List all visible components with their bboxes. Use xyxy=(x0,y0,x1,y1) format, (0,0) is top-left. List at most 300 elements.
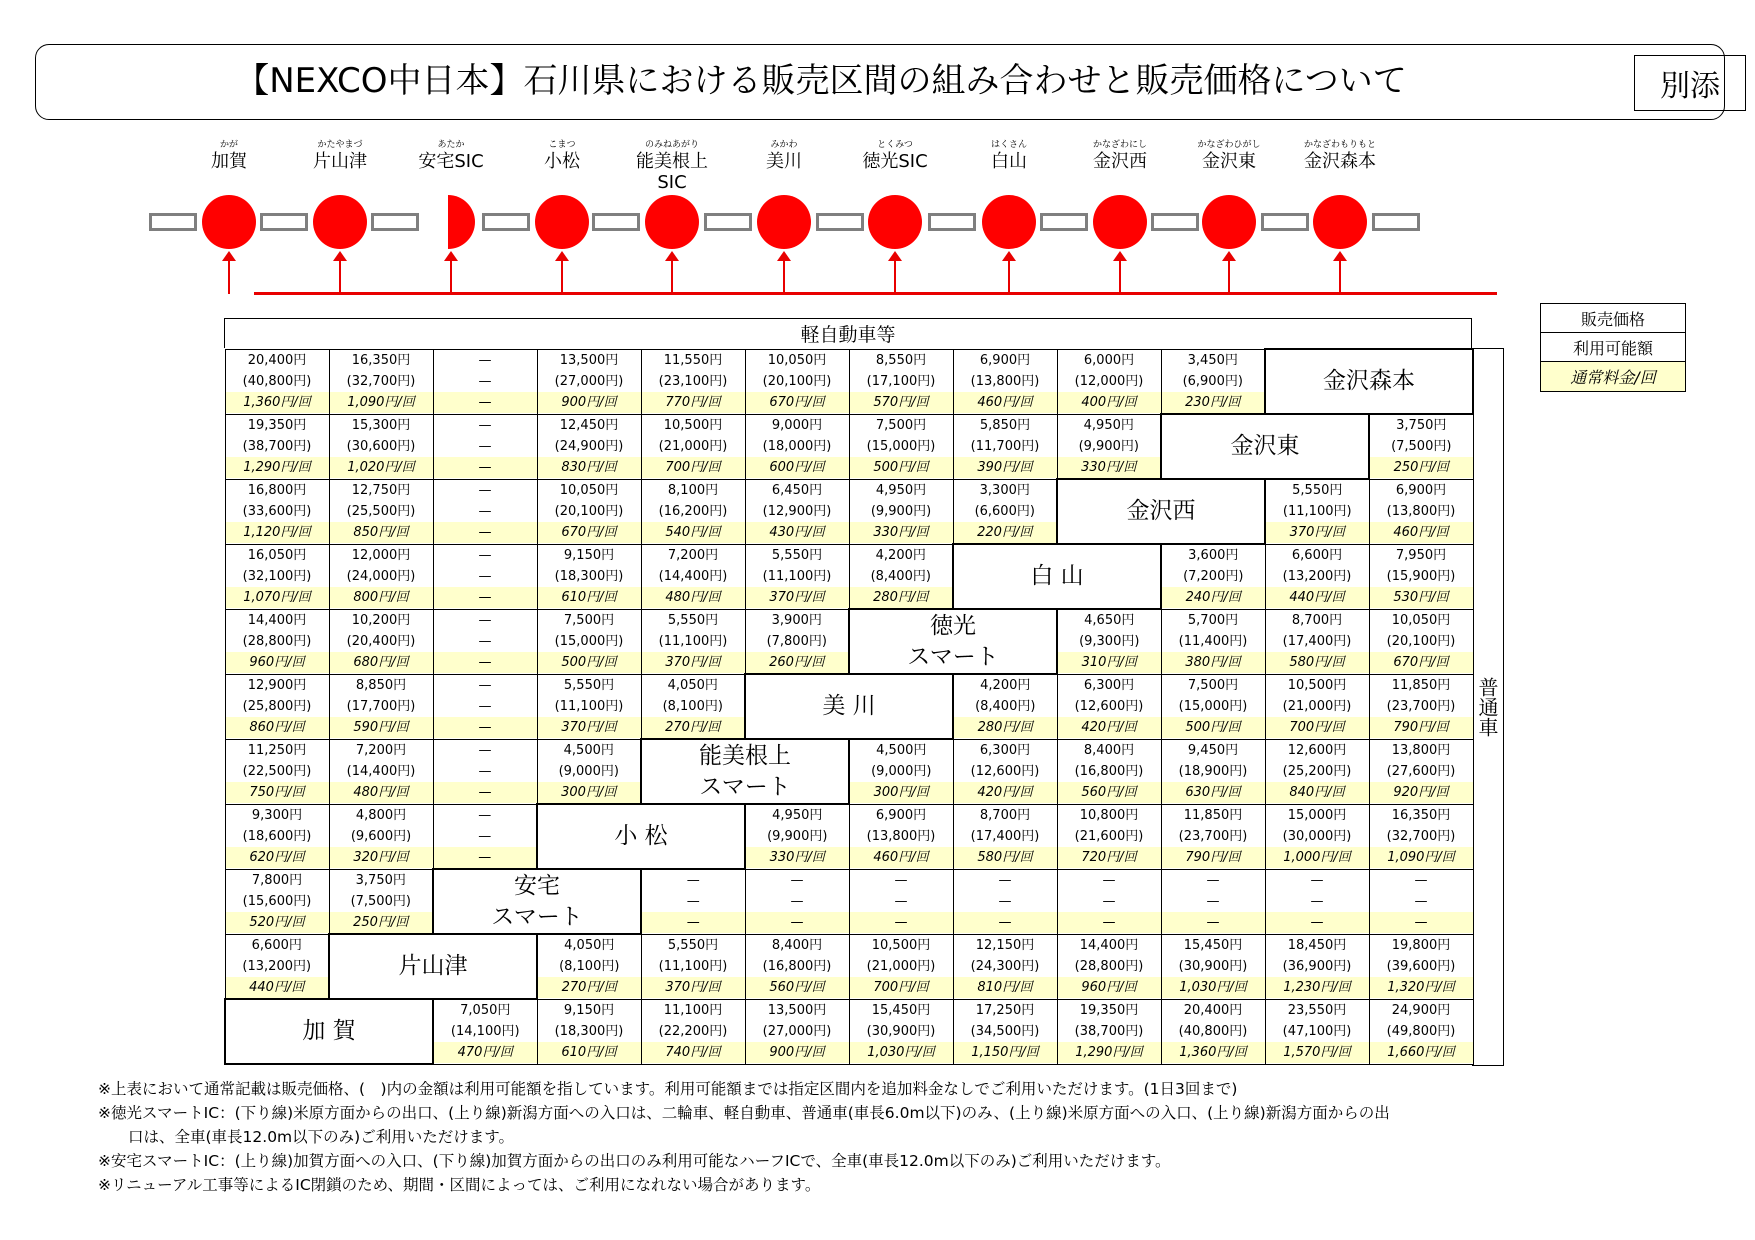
usable-amount: — xyxy=(478,633,492,649)
sale-price: 9,300円 xyxy=(251,807,303,823)
usable-amount: (7,500円) xyxy=(1391,439,1452,454)
price-values xyxy=(1266,805,1369,869)
price-values xyxy=(330,350,433,414)
sale-price: — xyxy=(478,482,492,498)
sale-price: 10,800円 xyxy=(1079,807,1139,823)
usable-amount: (20,100円) xyxy=(762,373,832,389)
regular-toll: — xyxy=(1058,912,1161,933)
sale-price: 19,350円 xyxy=(1079,1002,1139,1018)
entry-arrow-icon xyxy=(1339,254,1341,294)
usable-amount: (24,900円) xyxy=(554,438,624,454)
station-furigana: とくみつ xyxy=(877,140,913,150)
price-cell xyxy=(1161,544,1265,609)
regular-toll: 1,360円/回 xyxy=(1162,1042,1265,1063)
price-values xyxy=(1162,1000,1265,1064)
regular-toll: 280円/回 xyxy=(850,587,953,608)
regular-toll: 680円/回 xyxy=(330,652,433,673)
sale-price: 19,350円 xyxy=(247,417,307,433)
regular-toll: — xyxy=(434,392,537,413)
price-cell xyxy=(329,414,433,479)
road-segment xyxy=(260,213,308,231)
usable-amount: (15,900円) xyxy=(1386,568,1456,584)
price-cell xyxy=(329,479,433,544)
road-segment xyxy=(816,213,864,231)
regular-toll: 810円/回 xyxy=(954,977,1057,998)
usable-amount: (25,800円) xyxy=(242,698,312,714)
usable-amount: (11,100円) xyxy=(658,633,728,649)
usable-amount: (14,400円) xyxy=(346,763,416,779)
sale-price: 18,450円 xyxy=(1287,937,1347,953)
regular-toll: — xyxy=(642,912,745,933)
price-cell xyxy=(641,674,745,739)
sale-price: 12,600円 xyxy=(1287,742,1347,758)
price-values xyxy=(1162,545,1265,609)
regular-toll: 460円/回 xyxy=(850,847,953,868)
sale-price: 8,400円 xyxy=(1083,742,1135,758)
price-values xyxy=(954,675,1057,739)
interchange-node xyxy=(448,195,475,249)
regular-toll: 1,660円/回 xyxy=(1370,1042,1473,1063)
interchange-label: 徳光 スマート xyxy=(849,609,1057,674)
interchange-node xyxy=(1202,195,1256,249)
interchange-node xyxy=(1093,195,1147,249)
regular-toll: 700円/回 xyxy=(850,977,953,998)
station-furigana: かなざわひがし xyxy=(1197,140,1261,150)
price-cell xyxy=(1369,479,1473,544)
price-cell xyxy=(1057,934,1161,999)
sale-price: 9,000円 xyxy=(771,417,823,433)
price-values xyxy=(538,350,641,414)
price-values xyxy=(330,740,433,804)
price-cell xyxy=(1265,934,1369,999)
usable-amount: (28,800円) xyxy=(1074,958,1144,974)
price-values xyxy=(1162,350,1265,414)
usable-amount: — xyxy=(894,893,908,909)
price-cell xyxy=(641,999,745,1064)
usable-amount: (13,800円) xyxy=(1386,503,1456,519)
price-cell xyxy=(953,414,1057,479)
price-values xyxy=(954,870,1057,934)
price-cell xyxy=(329,804,433,869)
legend-usable-amount: 利用可能額 xyxy=(1541,333,1685,362)
regular-toll: 540円/回 xyxy=(642,522,745,543)
station-9 xyxy=(1169,140,1289,172)
regular-toll: 830円/回 xyxy=(538,457,641,478)
price-cell xyxy=(433,674,537,739)
usable-amount: (17,100円) xyxy=(866,373,936,389)
sale-price: 4,500円 xyxy=(563,742,614,758)
price-values xyxy=(642,870,745,934)
usable-amount: (8,400円) xyxy=(870,568,931,584)
price-cell xyxy=(537,609,641,674)
price-cell xyxy=(641,609,745,674)
regular-toll: 1,020円/回 xyxy=(330,457,433,478)
interchange-label: 能美根上 スマート xyxy=(641,739,849,804)
table-row xyxy=(225,544,1473,609)
sale-price: — xyxy=(1414,872,1428,888)
interchange-node xyxy=(868,195,922,249)
attachment-badge: 別添 xyxy=(1634,55,1746,111)
sale-price: 3,750円 xyxy=(1396,418,1447,433)
sale-price: — xyxy=(1206,872,1220,888)
sale-price: 10,050円 xyxy=(1391,612,1451,628)
regular-toll: 670円/回 xyxy=(746,392,849,413)
regular-toll: 460円/回 xyxy=(954,392,1057,413)
usable-amount: (15,000円) xyxy=(554,633,624,649)
price-cell xyxy=(329,609,433,674)
station-name: 片山津 xyxy=(313,151,367,172)
sale-price: 4,200円 xyxy=(980,678,1031,693)
price-values xyxy=(1266,545,1369,609)
price-values xyxy=(1162,870,1265,934)
regular-toll: 230円/回 xyxy=(1162,392,1265,413)
regular-toll: 420円/回 xyxy=(1058,717,1161,738)
price-cell xyxy=(1161,739,1265,804)
price-cell xyxy=(1369,934,1473,999)
price-cell xyxy=(1161,934,1265,999)
regular-toll: 460円/回 xyxy=(1370,522,1473,543)
price-values xyxy=(434,675,537,739)
price-cell xyxy=(433,999,537,1064)
price-values xyxy=(746,415,849,479)
regular-toll: 900円/回 xyxy=(538,392,641,413)
price-cell xyxy=(537,674,641,739)
station-furigana: かたやまづ xyxy=(317,140,363,150)
regular-toll: 1,090円/回 xyxy=(330,392,433,413)
sale-price: 10,500円 xyxy=(1287,677,1347,693)
sale-price: 15,450円 xyxy=(1183,937,1243,953)
price-values xyxy=(1058,740,1161,804)
sale-price: 6,300円 xyxy=(1083,677,1135,693)
sale-price: 7,050円 xyxy=(460,1003,511,1018)
entry-arrow-icon xyxy=(228,254,230,294)
usable-amount: (34,500円) xyxy=(970,1023,1040,1039)
price-values xyxy=(1058,415,1161,479)
price-values xyxy=(1058,350,1161,414)
station-furigana: かなざわもりもと xyxy=(1303,140,1376,150)
sale-price: 4,950円 xyxy=(1083,417,1134,433)
price-cell xyxy=(953,869,1057,934)
legend xyxy=(1540,303,1686,392)
price-values xyxy=(434,415,537,479)
price-cell xyxy=(641,869,745,934)
regular-toll: 370円/回 xyxy=(746,587,849,608)
regular-toll: 850円/回 xyxy=(330,522,433,543)
usable-amount: (18,300円) xyxy=(554,1023,624,1039)
price-cell xyxy=(225,739,329,804)
price-cell xyxy=(225,674,329,739)
price-cell xyxy=(433,414,537,479)
usable-amount: (32,700円) xyxy=(1386,828,1456,844)
usable-amount: (38,700円) xyxy=(242,438,312,454)
sale-price: — xyxy=(478,612,492,628)
sale-price: 14,400円 xyxy=(247,612,307,628)
regular-toll: 440円/回 xyxy=(226,977,329,998)
usable-amount: (13,800円) xyxy=(866,828,936,844)
usable-amount: (23,100円) xyxy=(658,373,728,389)
usable-amount: (22,500円) xyxy=(242,763,312,779)
sale-price: — xyxy=(478,742,492,758)
usable-amount: (36,900円) xyxy=(1282,958,1352,974)
regular-toll: 280円/回 xyxy=(954,717,1057,738)
regular-toll: — xyxy=(1266,912,1369,933)
sale-price: 4,950円 xyxy=(875,482,927,498)
price-values xyxy=(1058,870,1161,934)
note-2-continued: 口は、全車(車長12.0m以下のみ)ご利用いただけます。 xyxy=(128,1128,514,1146)
station-name: 小松 xyxy=(544,151,580,172)
price-values xyxy=(1162,935,1265,999)
note-1: ※上表において通常記載は販売価格、( )内の金額は利用可能額を指しています。利用可能額までは指定区間内を追加料金なしでご利用いただけます。(1日3回まで) xyxy=(98,1080,1238,1098)
price-values xyxy=(226,545,329,609)
usable-amount: (25,500円) xyxy=(346,503,416,519)
usable-amount: (23,700円) xyxy=(1178,828,1248,844)
price-values xyxy=(642,545,745,609)
sale-price: 9,150円 xyxy=(563,1002,615,1018)
interchange-node xyxy=(535,195,589,249)
sale-price: 7,800円 xyxy=(251,872,303,888)
sale-price: 23,550円 xyxy=(1287,1002,1347,1018)
price-cell xyxy=(1265,609,1369,674)
usable-amount: — xyxy=(790,893,804,909)
station-7 xyxy=(949,140,1069,172)
regular-toll: 1,360円/回 xyxy=(226,392,329,413)
regular-toll: — xyxy=(434,652,537,673)
regular-toll: 1,030円/回 xyxy=(1162,977,1265,998)
sale-price: 4,050円 xyxy=(667,677,718,693)
price-cell xyxy=(745,414,849,479)
route-diagram xyxy=(0,140,1755,300)
usable-amount: (23,700円) xyxy=(1386,698,1456,714)
regular-toll: 790円/回 xyxy=(1370,717,1473,738)
usable-amount: (15,000円) xyxy=(866,438,936,454)
price-cell xyxy=(641,479,745,544)
sale-price: — xyxy=(894,872,908,888)
interchange-label: 片山津 xyxy=(329,934,537,999)
price-values xyxy=(1162,610,1265,674)
sale-price: — xyxy=(1102,872,1116,888)
price-values xyxy=(850,1000,953,1064)
price-cell xyxy=(849,739,953,804)
interchange-node xyxy=(202,195,256,249)
price-cell xyxy=(1057,349,1161,414)
price-cell xyxy=(1161,609,1265,674)
price-values xyxy=(746,935,849,999)
regular-toll: 1,070円/回 xyxy=(226,587,329,608)
regular-toll: 440円/回 xyxy=(1266,587,1369,608)
price-values xyxy=(850,350,953,414)
interchange-label: 小 松 xyxy=(537,804,745,869)
station-furigana: こまつ xyxy=(548,140,576,150)
station-10 xyxy=(1280,140,1400,172)
price-values xyxy=(226,935,329,999)
price-values xyxy=(1058,610,1161,674)
sale-price: 4,950円 xyxy=(772,808,823,823)
sale-price: 24,900円 xyxy=(1391,1002,1451,1018)
regular-toll: — xyxy=(954,912,1057,933)
price-cell xyxy=(953,999,1057,1064)
regular-toll: 500円/回 xyxy=(850,457,953,478)
regular-toll: 430円/回 xyxy=(746,522,849,543)
regular-toll: 590円/回 xyxy=(330,717,433,738)
price-cell xyxy=(433,609,537,674)
price-values xyxy=(538,935,641,999)
price-values xyxy=(330,545,433,609)
station-furigana: かなざわにし xyxy=(1092,140,1147,150)
regular-toll: — xyxy=(850,912,953,933)
price-values xyxy=(330,870,433,934)
regular-toll: 380円/回 xyxy=(1162,652,1265,673)
entry-arrow-icon xyxy=(339,254,341,294)
sale-price: 9,150円 xyxy=(563,547,615,563)
station-3 xyxy=(502,140,622,172)
sale-price: 8,550円 xyxy=(875,352,927,368)
sale-price: 20,400円 xyxy=(1183,1002,1243,1018)
regular-toll: 1,570円/回 xyxy=(1266,1042,1369,1063)
sale-price: 8,700円 xyxy=(979,807,1031,823)
price-values xyxy=(954,350,1057,414)
price-values xyxy=(330,610,433,674)
road-segment xyxy=(1372,213,1420,231)
price-cell xyxy=(1265,869,1369,934)
sale-price: 5,550円 xyxy=(667,937,719,953)
regular-toll: 840円/回 xyxy=(1266,782,1369,803)
price-cell xyxy=(745,544,849,609)
regular-toll: 920円/回 xyxy=(1370,782,1473,803)
usable-amount: (17,400円) xyxy=(970,828,1040,844)
price-values xyxy=(1370,675,1473,739)
price-cell xyxy=(329,739,433,804)
price-values xyxy=(226,415,329,479)
sale-price: 10,050円 xyxy=(767,352,827,368)
regular-toll: 400円/回 xyxy=(1058,392,1161,413)
regular-toll: 1,030円/回 xyxy=(850,1042,953,1063)
usable-amount: (40,800円) xyxy=(242,373,312,389)
regular-toll: 1,120円/回 xyxy=(226,522,329,543)
regular-toll: — xyxy=(1162,912,1265,933)
sale-price: — xyxy=(478,417,492,433)
regular-toll: — xyxy=(434,587,537,608)
note-2: ※徳光スマートIC：(下り線)米原方面からの出口、(上り線)新潟方面への入口は、二輪車、軽自動車、普通車(車長6.0m以下)のみ、(上り線)米原方面への入口、(上り線)新潟方面からの出 xyxy=(98,1104,1390,1122)
sale-price: 5,550円 xyxy=(563,677,615,693)
usable-amount: (27,600円) xyxy=(1386,763,1456,779)
sale-price: 14,400円 xyxy=(1079,937,1139,953)
usable-amount: — xyxy=(686,894,700,909)
sale-price: — xyxy=(686,873,700,888)
station-name: 安宅SIC xyxy=(418,151,484,172)
sale-price: — xyxy=(478,352,492,368)
sale-price: 8,700円 xyxy=(1291,612,1343,628)
usable-amount: (18,000円) xyxy=(762,438,832,454)
station-name: 金沢東 xyxy=(1202,151,1256,172)
price-cell xyxy=(641,349,745,414)
regular-toll: 300円/回 xyxy=(850,782,953,803)
price-values xyxy=(330,675,433,739)
regular-toll: — xyxy=(746,912,849,933)
price-cell xyxy=(537,739,641,804)
price-values xyxy=(850,870,953,934)
usable-amount: (33,600円) xyxy=(242,503,312,519)
price-cell xyxy=(849,349,953,414)
regular-toll: 580円/回 xyxy=(1266,652,1369,673)
interchange-label: 白 山 xyxy=(953,544,1161,609)
regular-toll: 330円/回 xyxy=(1058,457,1161,478)
price-values xyxy=(1058,935,1161,999)
price-cell xyxy=(849,999,953,1064)
usable-amount: (17,400円) xyxy=(1282,633,1352,649)
road-segment xyxy=(1261,213,1309,231)
station-6 xyxy=(835,140,955,172)
table-row xyxy=(225,999,1473,1064)
sale-price: 3,450円 xyxy=(1187,352,1238,368)
price-values xyxy=(538,610,641,674)
interchange-label: 加 賀 xyxy=(225,999,433,1064)
station-furigana: のみねあがり xyxy=(644,140,699,150)
station-4 xyxy=(612,140,732,193)
title-box xyxy=(35,44,1725,120)
usable-amount: — xyxy=(998,893,1012,909)
interchange-node xyxy=(645,195,699,249)
price-values xyxy=(330,480,433,544)
price-cell xyxy=(1369,674,1473,739)
price-values xyxy=(538,1000,641,1064)
regular-toll: 500円/回 xyxy=(1162,717,1265,738)
price-cell xyxy=(1265,479,1369,544)
regular-toll: 610円/回 xyxy=(538,587,641,608)
usable-amount: (7,500円) xyxy=(350,893,411,909)
price-cell xyxy=(1057,674,1161,739)
regular-toll: 700円/回 xyxy=(642,457,745,478)
sale-price: 8,100円 xyxy=(667,482,719,498)
table-row xyxy=(225,349,1473,414)
station-furigana: みかわ xyxy=(770,140,798,150)
interchange-label: 美 川 xyxy=(745,674,953,739)
price-values xyxy=(954,805,1057,869)
regular-toll: 750円/回 xyxy=(226,782,329,803)
price-cell xyxy=(745,479,849,544)
regular-toll: 960円/回 xyxy=(1058,977,1161,998)
price-values xyxy=(538,740,641,804)
usable-amount: (9,600円) xyxy=(350,828,412,844)
sale-price: 7,500円 xyxy=(875,417,927,433)
regular-toll: 900円/回 xyxy=(746,1042,849,1063)
usable-amount: (8,400円) xyxy=(975,699,1036,714)
price-cell xyxy=(225,609,329,674)
note-4: ※リニューアル工事等によるIC閉鎖のため、期間・区間によっては、ご利用になれない場合があります。 xyxy=(98,1176,821,1194)
sale-price: 4,200円 xyxy=(875,547,926,563)
entry-arrow-icon xyxy=(1008,254,1010,294)
sale-price: 6,450円 xyxy=(771,482,823,498)
sale-price: 11,100円 xyxy=(663,1002,723,1018)
usable-amount: (9,900円) xyxy=(1078,438,1139,454)
regular-toll: 790円/回 xyxy=(1162,847,1265,868)
price-values xyxy=(642,935,745,999)
sale-price: 7,950円 xyxy=(1395,547,1447,563)
page-title: 【NEXCO中日本】石川県における販売区間の組み合わせと販売価格について xyxy=(235,61,1407,101)
price-values xyxy=(1266,740,1369,804)
price-cell xyxy=(537,414,641,479)
regular-toll: 860円/回 xyxy=(226,717,329,738)
regular-toll: 370円/回 xyxy=(538,717,641,738)
price-values xyxy=(434,610,537,674)
usable-amount: (11,100円) xyxy=(762,568,832,584)
price-cell xyxy=(225,869,329,934)
price-cell xyxy=(1057,739,1161,804)
usable-amount: — xyxy=(478,763,492,779)
price-values xyxy=(1370,870,1473,934)
usable-amount: (27,000円) xyxy=(554,373,624,389)
regular-toll: 1,090円/回 xyxy=(1370,847,1473,868)
sale-price: 20,400円 xyxy=(247,352,307,368)
